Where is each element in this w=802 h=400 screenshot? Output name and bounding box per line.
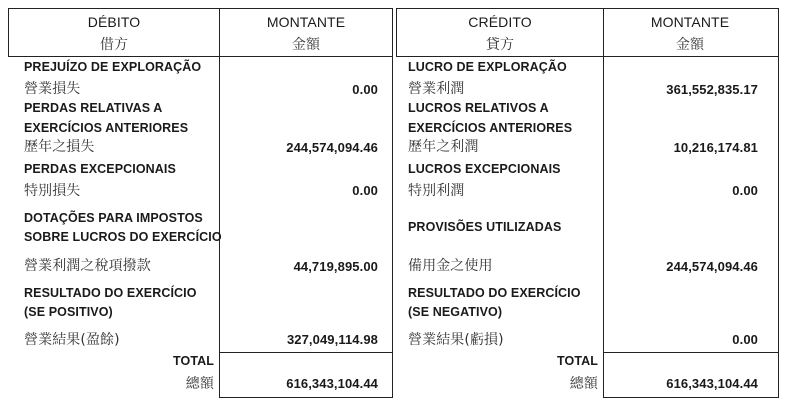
debit-cjk-result-positive: 營業結果(盈餘) [24, 332, 120, 348]
header-amount-credit-cjk: 金額 [675, 37, 705, 53]
credit-label-prior-profits-line1: LUCROS RELATIVOS A [408, 101, 549, 115]
debit-label-tax-provisions-line1: DOTAÇÕES PARA IMPOSTOS [24, 211, 203, 225]
debit-total-label: TOTAL [172, 354, 214, 368]
credit-cjk-provisions-used: 備用金之使用 [408, 258, 493, 274]
header-amount-debit-cjk: 金額 [291, 37, 321, 53]
credit-amount-provisions-used: 244,574,094.46 [666, 259, 758, 274]
credit-amount-prior-profits: 10,216,174.81 [673, 140, 758, 155]
debit-label-prior-losses-line1: PERDAS RELATIVAS A [24, 101, 163, 115]
credit-cjk-operating-profit: 營業利潤 [408, 81, 465, 97]
credit-total-label-cjk: 總額 [569, 376, 598, 392]
debit-amount-tax-provisions: 44,719,895.00 [293, 259, 378, 274]
debit-total-amount: 616,343,104.44 [286, 376, 378, 391]
credit-cjk-prior-profits: 歷年之利潤 [408, 139, 479, 155]
debit-label-exceptional-losses: PERDAS EXCEPCIONAIS [24, 162, 176, 176]
credit-label-provisions-used: PROVISÕES UTILIZADAS [408, 220, 562, 234]
header-debit: DÉBITO [87, 14, 141, 30]
credit-label-result-negative-line2: (SE NEGATIVO) [408, 305, 503, 319]
credit-amount-operating-profit: 361,552,835.17 [666, 82, 758, 97]
credit-total-amount: 616,343,104.44 [666, 376, 758, 391]
credit-label-exceptional-profits: LUCROS EXCEPCIONAIS [408, 162, 561, 176]
debit-cjk-operating-loss: 營業損失 [24, 81, 81, 97]
credit-label-operating-profit: LUCRO DE EXPLORAÇÃO [408, 60, 567, 74]
header-amount-credit: MONTANTE [650, 14, 730, 30]
header-credit-cjk: 貸方 [485, 37, 515, 53]
header-amount-debit: MONTANTE [266, 14, 346, 30]
credit-amount-result-negative: 0.00 [732, 332, 758, 347]
debit-label-result-positive-line2: (SE POSITIVO) [24, 305, 113, 319]
debit-amount-exceptional-losses: 0.00 [352, 183, 378, 198]
header-credit: CRÉDITO [468, 14, 532, 30]
debit-cjk-prior-losses: 歷年之損失 [24, 139, 95, 155]
debit-cjk-tax-provisions: 營業利潤之稅項撥款 [24, 258, 151, 274]
credit-cjk-exceptional-profits: 特別利潤 [408, 183, 465, 199]
credit-amount-exceptional-profits: 0.00 [732, 183, 758, 198]
debit-label-operating-loss: PREJUÍZO DE EXPLORAÇÃO [24, 60, 202, 74]
credit-cjk-result-negative: 營業結果(虧損) [408, 332, 504, 348]
header-debit-cjk: 借方 [99, 37, 129, 53]
debit-label-tax-provisions-line2: SOBRE LUCROS DO EXERCÍCIO [24, 230, 222, 244]
debit-amount-operating-loss: 0.00 [352, 82, 378, 97]
debit-amount-prior-losses: 244,574,094.46 [286, 140, 378, 155]
debit-label-prior-losses-line2: EXERCÍCIOS ANTERIORES [24, 121, 189, 135]
credit-label-result-negative-line1: RESULTADO DO EXERCÍCIO [408, 286, 581, 300]
credit-label-prior-profits-line2: EXERCÍCIOS ANTERIORES [408, 121, 573, 135]
debit-label-result-positive-line1: RESULTADO DO EXERCÍCIO [24, 286, 197, 300]
credit-total-label: TOTAL [556, 354, 598, 368]
debit-total-label-cjk: 總額 [185, 376, 214, 392]
debit-cjk-exceptional-losses: 特別損失 [24, 183, 81, 199]
debit-amount-result-positive: 327,049,114.98 [286, 332, 378, 347]
